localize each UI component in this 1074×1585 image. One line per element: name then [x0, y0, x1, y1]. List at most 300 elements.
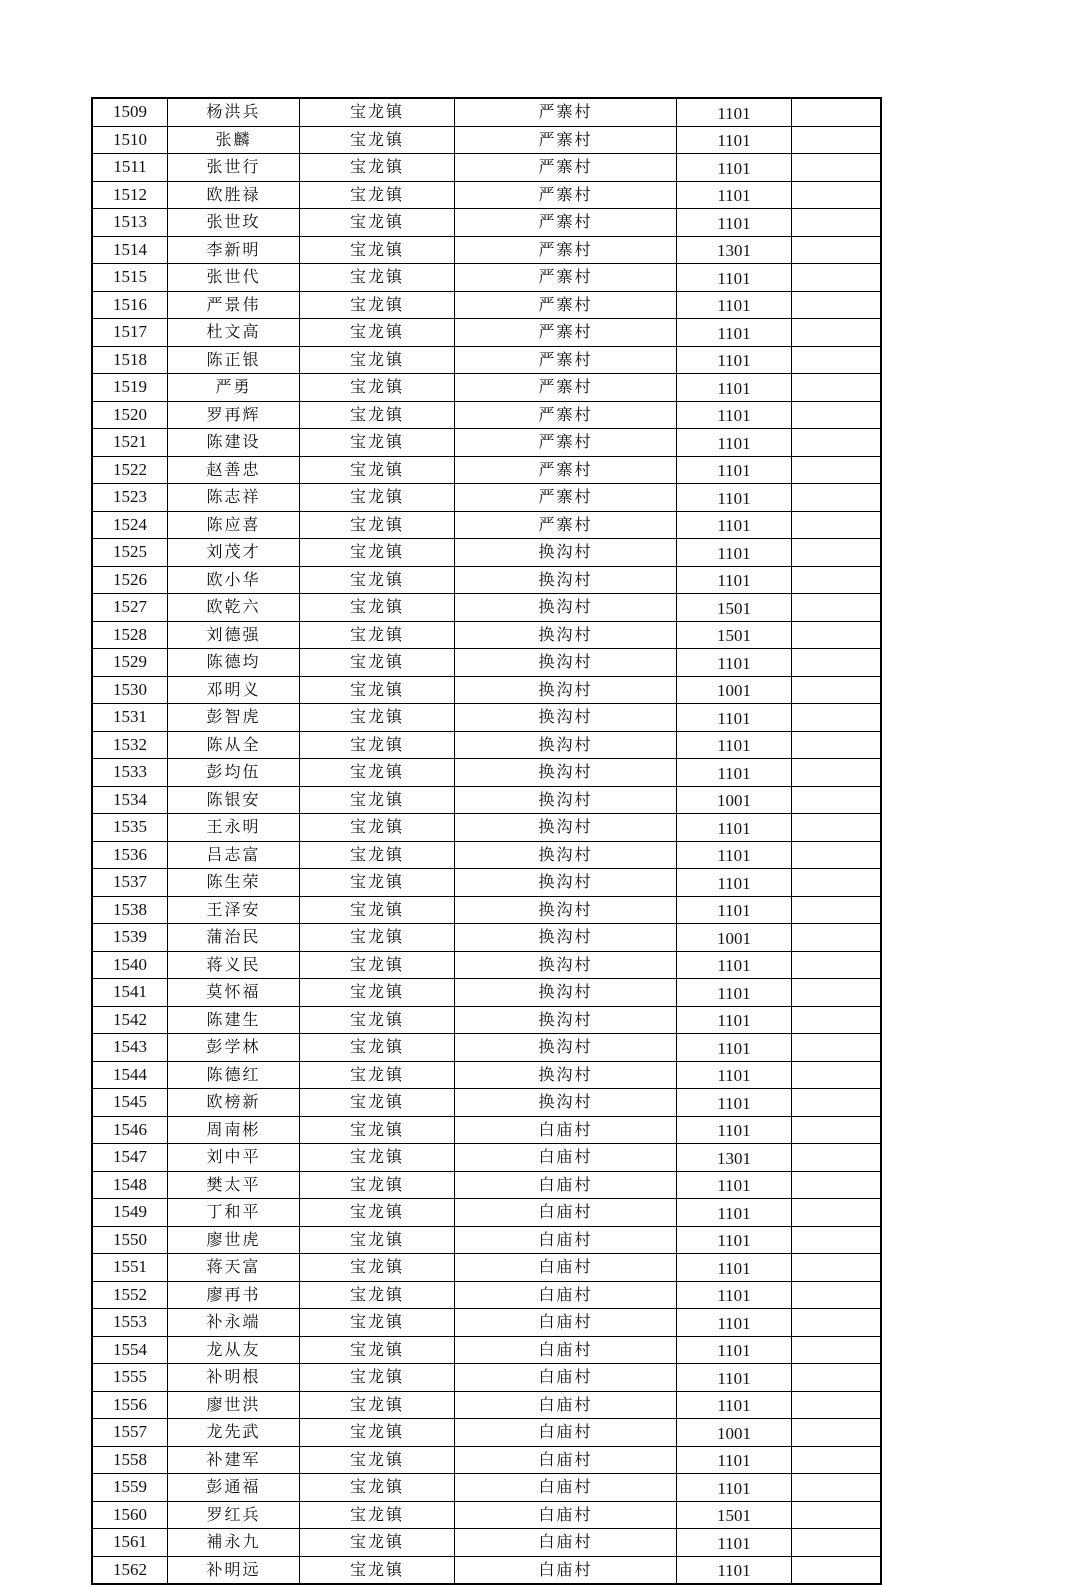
row-number-cell: 1529 [92, 649, 168, 677]
town-cell: 宝龙镇 [300, 291, 455, 319]
code-cell: 1101 [677, 1226, 792, 1254]
name-cell: 王泽安 [168, 896, 300, 924]
village-cell: 换沟村 [455, 566, 677, 594]
empty-cell [792, 731, 882, 759]
empty-cell [792, 841, 882, 869]
name-cell: 补建军 [168, 1446, 300, 1474]
town-cell: 宝龙镇 [300, 319, 455, 347]
village-cell: 换沟村 [455, 539, 677, 567]
village-cell: 严寨村 [455, 374, 677, 402]
empty-cell [792, 346, 882, 374]
table-row [92, 484, 881, 512]
row-number-cell: 1518 [92, 346, 168, 374]
village-cell: 换沟村 [455, 1034, 677, 1062]
row-number-cell: 1539 [92, 924, 168, 952]
table-row [92, 704, 881, 732]
empty-cell [792, 1474, 882, 1502]
village-cell: 换沟村 [455, 704, 677, 732]
row-number-cell: 1519 [92, 374, 168, 402]
row-number-cell: 1512 [92, 181, 168, 209]
town-cell: 宝龙镇 [300, 649, 455, 677]
town-cell: 宝龙镇 [300, 1529, 455, 1557]
town-cell: 宝龙镇 [300, 731, 455, 759]
name-cell: 陈生荣 [168, 869, 300, 897]
town-cell: 宝龙镇 [300, 1419, 455, 1447]
town-cell: 宝龙镇 [300, 1336, 455, 1364]
code-cell: 1101 [677, 1556, 792, 1584]
town-cell: 宝龙镇 [300, 1171, 455, 1199]
village-cell: 白庙村 [455, 1364, 677, 1392]
village-cell: 严寨村 [455, 484, 677, 512]
table-row [92, 814, 881, 842]
table-row [92, 1391, 881, 1419]
village-cell: 换沟村 [455, 649, 677, 677]
name-cell: 欧乾六 [168, 594, 300, 622]
table-row [92, 1089, 881, 1117]
empty-cell [792, 1116, 882, 1144]
village-cell: 换沟村 [455, 869, 677, 897]
table-row [92, 236, 881, 264]
village-cell: 严寨村 [455, 319, 677, 347]
village-cell: 白庙村 [455, 1254, 677, 1282]
name-cell: 廖世虎 [168, 1226, 300, 1254]
table-row [92, 1254, 881, 1282]
name-cell: 蒋天富 [168, 1254, 300, 1282]
name-cell: 杜文高 [168, 319, 300, 347]
empty-cell [792, 181, 882, 209]
village-cell: 白庙村 [455, 1144, 677, 1172]
town-cell: 宝龙镇 [300, 1144, 455, 1172]
row-number-cell: 1522 [92, 456, 168, 484]
code-cell: 1101 [677, 374, 792, 402]
row-number-cell: 1560 [92, 1501, 168, 1529]
name-cell: 罗红兵 [168, 1501, 300, 1529]
town-cell: 宝龙镇 [300, 1501, 455, 1529]
table-row [92, 1116, 881, 1144]
table-row [92, 1199, 881, 1227]
empty-cell [792, 1006, 882, 1034]
code-cell: 1101 [677, 181, 792, 209]
town-cell: 宝龙镇 [300, 841, 455, 869]
name-cell: 樊太平 [168, 1171, 300, 1199]
town-cell: 宝龙镇 [300, 1364, 455, 1392]
name-cell: 陈建生 [168, 1006, 300, 1034]
town-cell: 宝龙镇 [300, 676, 455, 704]
name-cell: 补明远 [168, 1556, 300, 1584]
village-cell: 严寨村 [455, 511, 677, 539]
empty-cell [792, 869, 882, 897]
empty-cell [792, 924, 882, 952]
table-row [92, 1446, 881, 1474]
town-cell: 宝龙镇 [300, 924, 455, 952]
name-cell: 王永明 [168, 814, 300, 842]
town-cell: 宝龙镇 [300, 346, 455, 374]
name-cell: 陈银安 [168, 786, 300, 814]
row-number-cell: 1510 [92, 126, 168, 154]
empty-cell [792, 1309, 882, 1337]
town-cell: 宝龙镇 [300, 1446, 455, 1474]
code-cell: 1501 [677, 621, 792, 649]
table-row [92, 154, 881, 182]
code-cell: 1101 [677, 1171, 792, 1199]
code-cell: 1301 [677, 236, 792, 264]
village-cell: 换沟村 [455, 1006, 677, 1034]
empty-cell [792, 291, 882, 319]
code-cell: 1101 [677, 1061, 792, 1089]
name-cell: 彭学林 [168, 1034, 300, 1062]
code-cell: 1101 [677, 1446, 792, 1474]
row-number-cell: 1531 [92, 704, 168, 732]
village-cell: 换沟村 [455, 1089, 677, 1117]
code-cell: 1101 [677, 429, 792, 457]
code-cell: 1101 [677, 1364, 792, 1392]
code-cell: 1101 [677, 731, 792, 759]
code-cell: 1101 [677, 264, 792, 292]
name-cell: 莫怀福 [168, 979, 300, 1007]
table-row [92, 1226, 881, 1254]
name-cell: 张世代 [168, 264, 300, 292]
name-cell: 陈志祥 [168, 484, 300, 512]
name-cell: 罗再辉 [168, 401, 300, 429]
village-cell: 白庙村 [455, 1556, 677, 1584]
table-row [92, 649, 881, 677]
town-cell: 宝龙镇 [300, 1556, 455, 1584]
table-row [92, 841, 881, 869]
code-cell: 1101 [677, 951, 792, 979]
table-row [92, 1529, 881, 1557]
empty-cell [792, 1501, 882, 1529]
empty-cell [792, 236, 882, 264]
town-cell: 宝龙镇 [300, 1309, 455, 1337]
row-number-cell: 1545 [92, 1089, 168, 1117]
table-row [92, 126, 881, 154]
empty-cell [792, 1281, 882, 1309]
town-cell: 宝龙镇 [300, 1034, 455, 1062]
village-cell: 换沟村 [455, 621, 677, 649]
empty-cell [792, 786, 882, 814]
name-cell: 赵善忠 [168, 456, 300, 484]
empty-cell [792, 1336, 882, 1364]
row-number-cell: 1514 [92, 236, 168, 264]
row-number-cell: 1523 [92, 484, 168, 512]
row-number-cell: 1543 [92, 1034, 168, 1062]
table-row [92, 786, 881, 814]
town-cell: 宝龙镇 [300, 429, 455, 457]
village-cell: 换沟村 [455, 841, 677, 869]
village-cell: 严寨村 [455, 181, 677, 209]
town-cell: 宝龙镇 [300, 1061, 455, 1089]
table-row [92, 429, 881, 457]
village-cell: 白庙村 [455, 1474, 677, 1502]
town-cell: 宝龙镇 [300, 1391, 455, 1419]
village-cell: 换沟村 [455, 594, 677, 622]
table-row [92, 1501, 881, 1529]
village-cell: 严寨村 [455, 456, 677, 484]
table-row [92, 374, 881, 402]
empty-cell [792, 566, 882, 594]
town-cell: 宝龙镇 [300, 98, 455, 126]
name-cell: 廖世洪 [168, 1391, 300, 1419]
code-cell: 1001 [677, 786, 792, 814]
name-cell: 蒲治民 [168, 924, 300, 952]
village-cell: 白庙村 [455, 1281, 677, 1309]
name-cell: 陈正银 [168, 346, 300, 374]
row-number-cell: 1556 [92, 1391, 168, 1419]
row-number-cell: 1540 [92, 951, 168, 979]
name-cell: 彭通福 [168, 1474, 300, 1502]
table-row [92, 401, 881, 429]
table-row [92, 1281, 881, 1309]
table-row [92, 979, 881, 1007]
empty-cell [792, 951, 882, 979]
row-number-cell: 1530 [92, 676, 168, 704]
code-cell: 1101 [677, 456, 792, 484]
village-cell: 白庙村 [455, 1199, 677, 1227]
row-number-cell: 1538 [92, 896, 168, 924]
empty-cell [792, 1391, 882, 1419]
empty-cell [792, 264, 882, 292]
table-row [92, 896, 881, 924]
table-row [92, 621, 881, 649]
town-cell: 宝龙镇 [300, 594, 455, 622]
row-number-cell: 1555 [92, 1364, 168, 1392]
empty-cell [792, 759, 882, 787]
table-row [92, 1474, 881, 1502]
row-number-cell: 1547 [92, 1144, 168, 1172]
table-row [92, 566, 881, 594]
empty-cell [792, 1364, 882, 1392]
code-cell: 1101 [677, 1529, 792, 1557]
code-cell: 1101 [677, 1336, 792, 1364]
town-cell: 宝龙镇 [300, 126, 455, 154]
village-cell: 换沟村 [455, 676, 677, 704]
name-cell: 严勇 [168, 374, 300, 402]
code-cell: 1101 [677, 1034, 792, 1062]
code-cell: 1101 [677, 346, 792, 374]
name-cell: 欧小华 [168, 566, 300, 594]
row-number-cell: 1549 [92, 1199, 168, 1227]
row-number-cell: 1557 [92, 1419, 168, 1447]
name-cell: 廖再书 [168, 1281, 300, 1309]
row-number-cell: 1561 [92, 1529, 168, 1557]
village-cell: 严寨村 [455, 346, 677, 374]
village-cell: 严寨村 [455, 264, 677, 292]
empty-cell [792, 511, 882, 539]
code-cell: 1101 [677, 1474, 792, 1502]
name-cell: 周南彬 [168, 1116, 300, 1144]
name-cell: 補永九 [168, 1529, 300, 1557]
row-number-cell: 1511 [92, 154, 168, 182]
code-cell: 1101 [677, 511, 792, 539]
table-row [92, 1556, 881, 1584]
table-row [92, 924, 881, 952]
name-cell: 补永端 [168, 1309, 300, 1337]
empty-cell [792, 209, 882, 237]
name-cell: 欧榜新 [168, 1089, 300, 1117]
village-cell: 严寨村 [455, 401, 677, 429]
village-cell: 换沟村 [455, 786, 677, 814]
village-cell: 白庙村 [455, 1116, 677, 1144]
village-cell: 严寨村 [455, 236, 677, 264]
empty-cell [792, 649, 882, 677]
row-number-cell: 1534 [92, 786, 168, 814]
row-number-cell: 1524 [92, 511, 168, 539]
empty-cell [792, 814, 882, 842]
town-cell: 宝龙镇 [300, 401, 455, 429]
town-cell: 宝龙镇 [300, 951, 455, 979]
code-cell: 1101 [677, 484, 792, 512]
empty-cell [792, 484, 882, 512]
town-cell: 宝龙镇 [300, 209, 455, 237]
name-cell: 陈德均 [168, 649, 300, 677]
code-cell: 1101 [677, 814, 792, 842]
empty-cell [792, 98, 882, 126]
code-cell: 1101 [677, 319, 792, 347]
name-cell: 刘德强 [168, 621, 300, 649]
row-number-cell: 1526 [92, 566, 168, 594]
row-number-cell: 1517 [92, 319, 168, 347]
code-cell: 1001 [677, 676, 792, 704]
name-cell: 陈建设 [168, 429, 300, 457]
code-cell: 1101 [677, 1089, 792, 1117]
empty-cell [792, 1556, 882, 1584]
empty-cell [792, 1034, 882, 1062]
village-cell: 严寨村 [455, 98, 677, 126]
town-cell: 宝龙镇 [300, 1089, 455, 1117]
town-cell: 宝龙镇 [300, 236, 455, 264]
village-cell: 白庙村 [455, 1391, 677, 1419]
town-cell: 宝龙镇 [300, 1474, 455, 1502]
table-row [92, 456, 881, 484]
table-row [92, 319, 881, 347]
empty-cell [792, 676, 882, 704]
town-cell: 宝龙镇 [300, 621, 455, 649]
town-cell: 宝龙镇 [300, 869, 455, 897]
table-row [92, 1419, 881, 1447]
code-cell: 1101 [677, 1116, 792, 1144]
empty-cell [792, 429, 882, 457]
village-cell: 严寨村 [455, 291, 677, 319]
row-number-cell: 1552 [92, 1281, 168, 1309]
table-row [92, 1309, 881, 1337]
empty-cell [792, 1446, 882, 1474]
row-number-cell: 1537 [92, 869, 168, 897]
village-cell: 严寨村 [455, 209, 677, 237]
code-cell: 1101 [677, 649, 792, 677]
village-cell: 白庙村 [455, 1226, 677, 1254]
table-row [92, 594, 881, 622]
village-cell: 换沟村 [455, 924, 677, 952]
name-cell: 龙从友 [168, 1336, 300, 1364]
table-row [92, 1006, 881, 1034]
empty-cell [792, 621, 882, 649]
row-number-cell: 1553 [92, 1309, 168, 1337]
town-cell: 宝龙镇 [300, 759, 455, 787]
town-cell: 宝龙镇 [300, 979, 455, 1007]
village-cell: 白庙村 [455, 1171, 677, 1199]
row-number-cell: 1535 [92, 814, 168, 842]
name-cell: 彭智虎 [168, 704, 300, 732]
row-number-cell: 1532 [92, 731, 168, 759]
table-row [92, 1144, 881, 1172]
code-cell: 1101 [677, 979, 792, 1007]
code-cell: 1101 [677, 291, 792, 319]
code-cell: 1001 [677, 1419, 792, 1447]
village-cell: 换沟村 [455, 731, 677, 759]
name-cell: 补明根 [168, 1364, 300, 1392]
village-cell: 换沟村 [455, 814, 677, 842]
town-cell: 宝龙镇 [300, 814, 455, 842]
code-cell: 1101 [677, 759, 792, 787]
table-row [92, 291, 881, 319]
row-number-cell: 1554 [92, 1336, 168, 1364]
empty-cell [792, 126, 882, 154]
table-row [92, 869, 881, 897]
name-cell: 张麟 [168, 126, 300, 154]
row-number-cell: 1559 [92, 1474, 168, 1502]
village-cell: 严寨村 [455, 429, 677, 457]
name-cell: 李新明 [168, 236, 300, 264]
town-cell: 宝龙镇 [300, 1199, 455, 1227]
code-cell: 1501 [677, 594, 792, 622]
row-number-cell: 1562 [92, 1556, 168, 1584]
empty-cell [792, 1144, 882, 1172]
row-number-cell: 1551 [92, 1254, 168, 1282]
row-number-cell: 1548 [92, 1171, 168, 1199]
table-row [92, 1061, 881, 1089]
table-row [92, 1336, 881, 1364]
town-cell: 宝龙镇 [300, 1254, 455, 1282]
row-number-cell: 1533 [92, 759, 168, 787]
row-number-cell: 1515 [92, 264, 168, 292]
empty-cell [792, 1226, 882, 1254]
row-number-cell: 1541 [92, 979, 168, 1007]
empty-cell [792, 1419, 882, 1447]
row-number-cell: 1528 [92, 621, 168, 649]
empty-cell [792, 374, 882, 402]
roster-body [92, 98, 881, 1584]
name-cell: 龙先武 [168, 1419, 300, 1447]
name-cell: 刘茂才 [168, 539, 300, 567]
row-number-cell: 1521 [92, 429, 168, 457]
code-cell: 1501 [677, 1501, 792, 1529]
town-cell: 宝龙镇 [300, 704, 455, 732]
table-row [92, 676, 881, 704]
town-cell: 宝龙镇 [300, 511, 455, 539]
town-cell: 宝龙镇 [300, 264, 455, 292]
name-cell: 刘中平 [168, 1144, 300, 1172]
village-cell: 换沟村 [455, 896, 677, 924]
name-cell: 吕志富 [168, 841, 300, 869]
code-cell: 1101 [677, 1006, 792, 1034]
empty-cell [792, 1529, 882, 1557]
row-number-cell: 1536 [92, 841, 168, 869]
table-row [92, 951, 881, 979]
table-row [92, 1364, 881, 1392]
village-cell: 白庙村 [455, 1446, 677, 1474]
table-row [92, 98, 881, 126]
empty-cell [792, 896, 882, 924]
code-cell: 1101 [677, 1199, 792, 1227]
table-row [92, 759, 881, 787]
name-cell: 邓明义 [168, 676, 300, 704]
code-cell: 1101 [677, 896, 792, 924]
empty-cell [792, 1171, 882, 1199]
empty-cell [792, 979, 882, 1007]
table-row [92, 264, 881, 292]
row-number-cell: 1520 [92, 401, 168, 429]
empty-cell [792, 401, 882, 429]
